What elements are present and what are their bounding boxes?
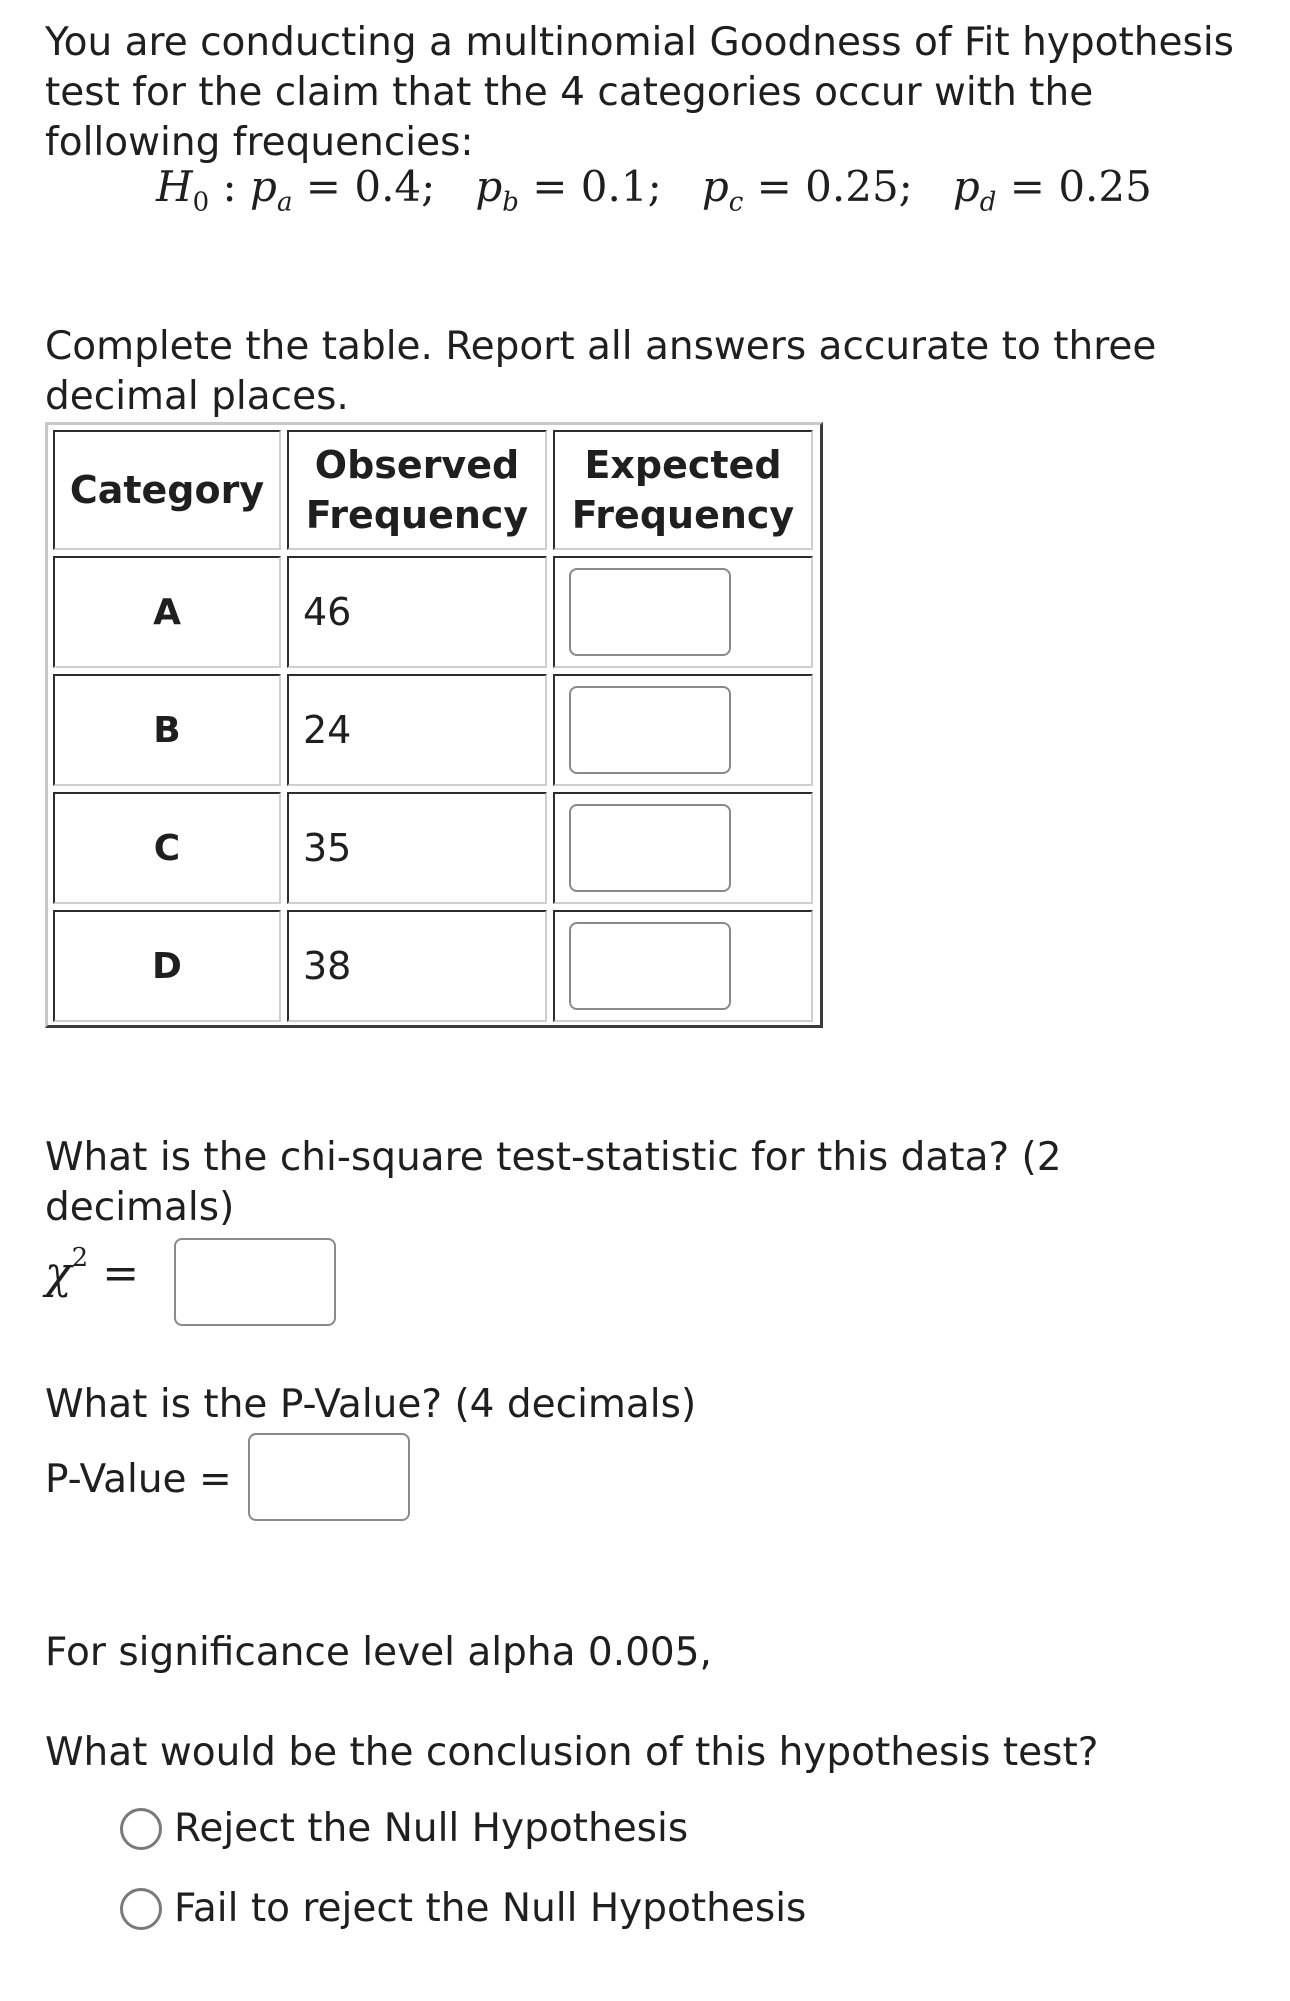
p-value-input[interactable] xyxy=(248,1433,410,1521)
pc-var: p xyxy=(701,162,729,211)
observed-cell: 35 xyxy=(287,792,547,904)
chi-square-label xyxy=(45,1243,140,1299)
option-fail-to-reject[interactable] xyxy=(120,1886,806,1931)
header-expected: Expected Frequency xyxy=(553,430,813,550)
pa-sub: a xyxy=(276,187,293,218)
option-label: Fail to reject the Null Hypothesis xyxy=(174,1886,807,1931)
pd-sub: d xyxy=(979,187,997,218)
observed-cell: 24 xyxy=(287,674,547,786)
pa-value: = 0.4; xyxy=(292,162,436,211)
h-symbol: H xyxy=(156,162,193,211)
option-reject[interactable] xyxy=(120,1806,688,1851)
expected-cell xyxy=(553,910,813,1022)
h-subscript: 0 xyxy=(192,187,210,218)
header-category: Category xyxy=(53,430,281,550)
pd-value: = 0.25 xyxy=(996,162,1152,211)
pd-var: p xyxy=(952,162,980,211)
radio-button[interactable] xyxy=(120,1808,162,1850)
category-cell: D xyxy=(53,910,281,1022)
pb-sub: b xyxy=(502,187,519,218)
expected-input-c[interactable] xyxy=(569,804,731,892)
observed-cell: 38 xyxy=(287,910,547,1022)
p-value-label: P-Value = xyxy=(45,1457,232,1502)
chi-superscript: 2 xyxy=(71,1243,89,1274)
conclusion-question: What would be the conclusion of this hypothesis test? xyxy=(45,1730,1099,1775)
equals-sign: = xyxy=(88,1248,140,1299)
header-observed: Observed Frequency xyxy=(287,430,547,550)
pc-value: = 0.25; xyxy=(743,162,913,211)
expected-input-d[interactable] xyxy=(569,922,731,1010)
instructions-text: Complete the table. Report all answers accurate to three decimal places. xyxy=(45,324,1157,419)
intro-text: You are conducting a multinomial Goodness of Fit hypothesis test for the claim that the 4 categories occur with the following frequencies: xyxy=(45,20,1234,165)
frequency-table xyxy=(45,422,823,1028)
expected-cell xyxy=(553,556,813,668)
null-hypothesis xyxy=(156,162,1152,217)
radio-button[interactable] xyxy=(120,1888,162,1930)
pb-var: p xyxy=(475,162,503,211)
p-value-question: What is the P-Value? (4 decimals) xyxy=(45,1382,697,1427)
category-cell: C xyxy=(53,792,281,904)
observed-cell: 46 xyxy=(287,556,547,668)
category-cell: A xyxy=(53,556,281,668)
colon: : xyxy=(209,162,251,211)
chi-symbol: χ xyxy=(45,1248,72,1299)
category-cell: B xyxy=(53,674,281,786)
pb-value: = 0.1; xyxy=(518,162,662,211)
pa-var: p xyxy=(250,162,277,211)
chi-square-question: What is the chi-square test-statistic for this data? (2 decimals) xyxy=(45,1135,1062,1230)
expected-input-a[interactable] xyxy=(569,568,731,656)
expected-input-b[interactable] xyxy=(569,686,731,774)
alpha-text: For significance level alpha 0.005, xyxy=(45,1630,712,1675)
chi-square-input[interactable] xyxy=(174,1238,336,1326)
pc-sub: c xyxy=(728,187,744,218)
expected-cell xyxy=(553,792,813,904)
expected-cell xyxy=(553,674,813,786)
option-label: Reject the Null Hypothesis xyxy=(174,1806,689,1851)
